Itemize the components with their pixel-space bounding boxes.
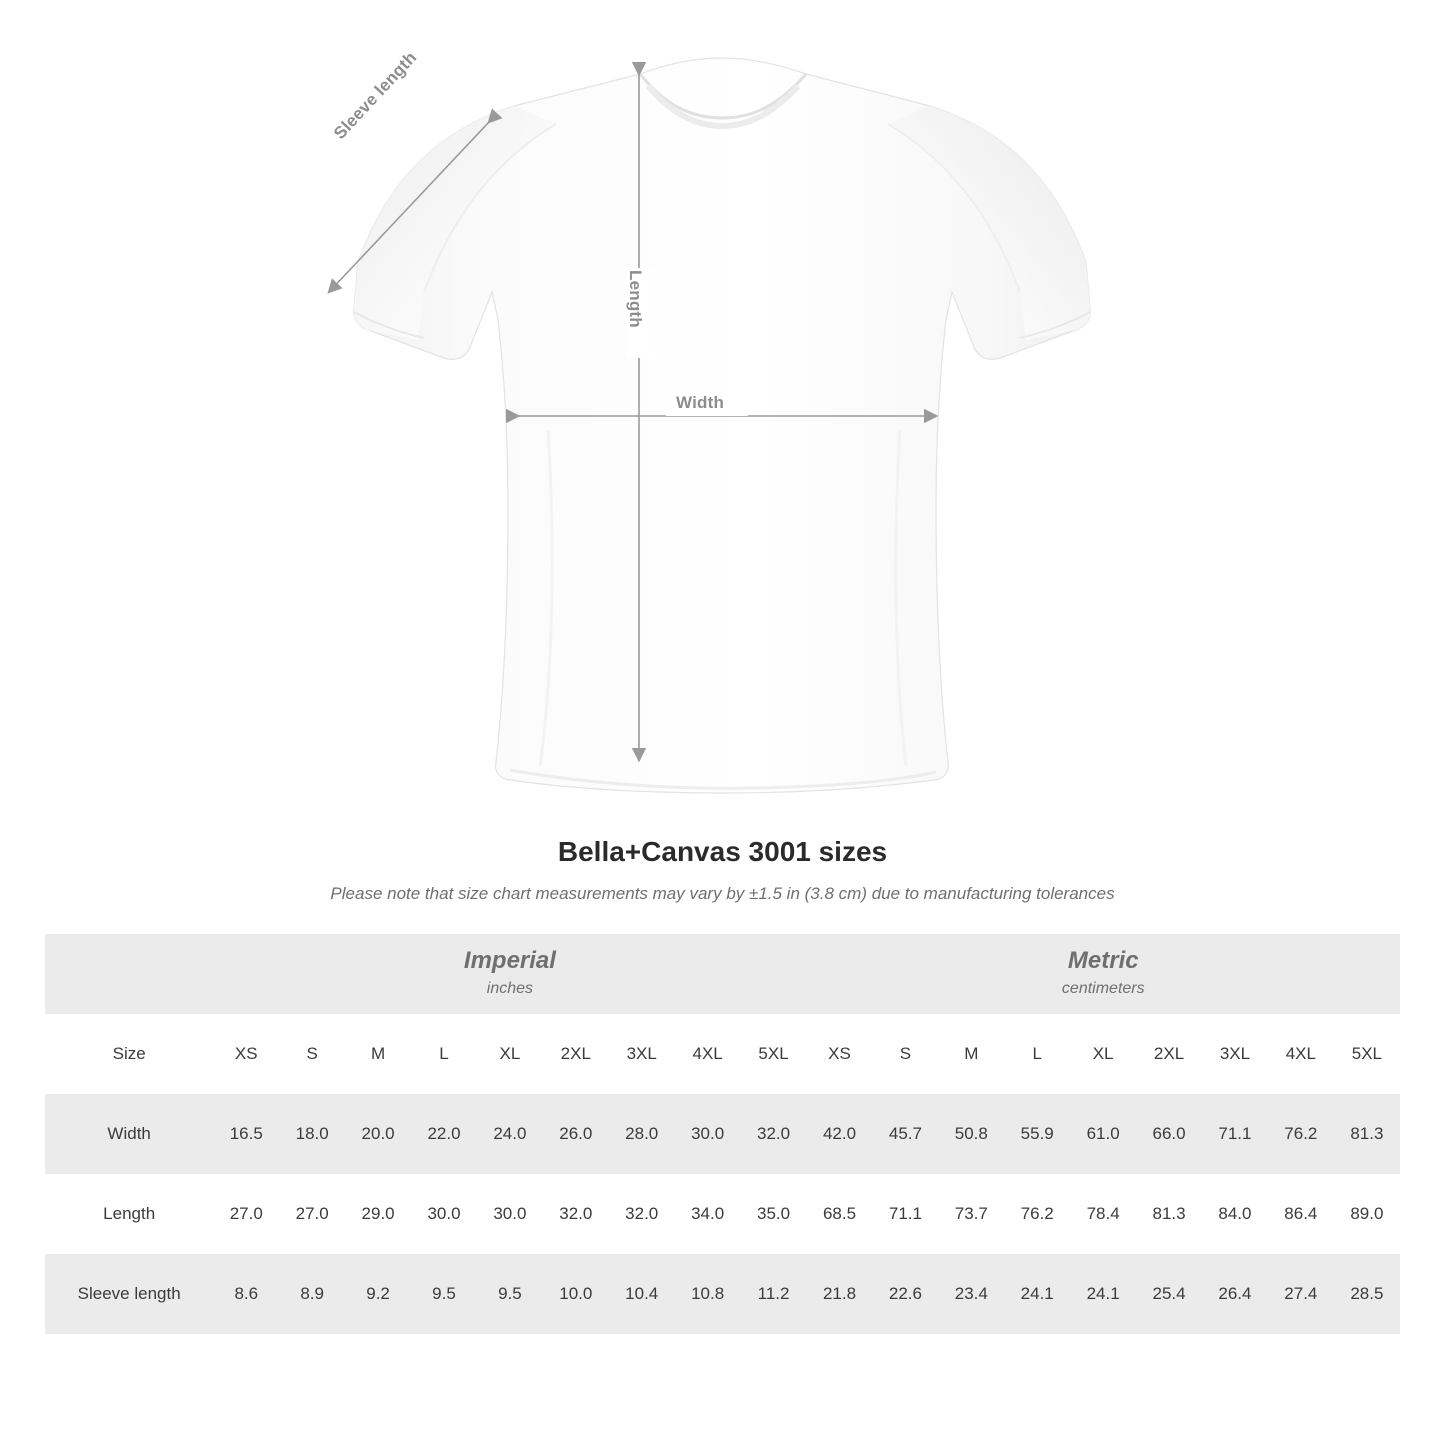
row-label-width: Width [45, 1094, 213, 1174]
cell: 32.0 [543, 1174, 609, 1254]
cell: 27.0 [213, 1174, 279, 1254]
cell: 16.5 [213, 1094, 279, 1174]
col-header-met-3xl: 3XL [1202, 1014, 1268, 1094]
cell: 24.1 [1070, 1254, 1136, 1334]
width-label: Width [676, 393, 725, 412]
cell: 32.0 [609, 1174, 675, 1254]
cell: 89.0 [1334, 1174, 1400, 1254]
row-label-sleeve-length: Sleeve length [45, 1254, 213, 1334]
unit-group-imperial-sub: inches [486, 980, 534, 998]
unit-group-metric [807, 934, 1400, 1014]
cell: 78.4 [1070, 1174, 1136, 1254]
col-header-imp-2xl: 2XL [543, 1014, 609, 1094]
cell: 68.5 [807, 1174, 873, 1254]
cell: 55.9 [1004, 1094, 1070, 1174]
col-header-imp-xl: XL [477, 1014, 543, 1094]
cell: 42.0 [807, 1094, 873, 1174]
table-header-row [45, 1014, 1400, 1094]
cell: 9.5 [477, 1254, 543, 1334]
cell: 26.0 [543, 1094, 609, 1174]
header-size: Size [45, 1014, 213, 1094]
cell: 50.8 [938, 1094, 1004, 1174]
col-header-met-5xl: 5XL [1334, 1014, 1400, 1094]
col-header-met-xs: XS [807, 1014, 873, 1094]
cell: 30.0 [477, 1174, 543, 1254]
unit-group-metric-name: Metric [1067, 947, 1139, 975]
col-header-met-l: L [1004, 1014, 1070, 1094]
col-header-imp-3xl: 3XL [609, 1014, 675, 1094]
col-header-met-s: S [872, 1014, 938, 1094]
cell: 61.0 [1070, 1094, 1136, 1174]
cell: 34.0 [675, 1174, 741, 1254]
col-header-met-4xl: 4XL [1268, 1014, 1334, 1094]
cell: 28.0 [609, 1094, 675, 1174]
col-header-met-m: M [938, 1014, 1004, 1094]
col-header-met-xl: XL [1070, 1014, 1136, 1094]
cell: 84.0 [1202, 1174, 1268, 1254]
cell: 28.5 [1334, 1254, 1400, 1334]
unit-group-metric-sub: centimeters [1061, 980, 1145, 998]
cell: 86.4 [1268, 1174, 1334, 1254]
col-header-met-2xl: 2XL [1136, 1014, 1202, 1094]
tolerance-note: Please note that size chart measurements may vary by ±1.5 in (3.8 cm) due to manufacturing tolerances [330, 884, 1115, 903]
table-row [45, 1174, 1400, 1254]
cell: 30.0 [675, 1094, 741, 1174]
cell: 10.8 [675, 1254, 741, 1334]
table-row [45, 1094, 1400, 1174]
size-table-wrapper [45, 934, 1400, 1334]
unit-group-spacer [45, 934, 213, 1014]
cell: 25.4 [1136, 1254, 1202, 1334]
cell: 23.4 [938, 1254, 1004, 1334]
cell: 81.3 [1136, 1174, 1202, 1254]
cell: 24.0 [477, 1094, 543, 1174]
col-header-imp-xs: XS [213, 1014, 279, 1094]
cell: 45.7 [872, 1094, 938, 1174]
cell: 26.4 [1202, 1254, 1268, 1334]
unit-group-imperial-name: Imperial [463, 947, 556, 975]
cell: 8.9 [279, 1254, 345, 1334]
cell: 29.0 [345, 1174, 411, 1254]
size-table [45, 934, 1400, 1334]
cell: 30.0 [411, 1174, 477, 1254]
col-header-imp-l: L [411, 1014, 477, 1094]
cell: 11.2 [741, 1254, 807, 1334]
cell: 66.0 [1136, 1094, 1202, 1174]
cell: 9.5 [411, 1254, 477, 1334]
col-header-imp-5xl: 5XL [741, 1014, 807, 1094]
table-row [45, 1254, 1400, 1334]
cell: 73.7 [938, 1174, 1004, 1254]
unit-group-imperial [213, 934, 806, 1014]
cell: 10.0 [543, 1254, 609, 1334]
length-label: Length [626, 270, 645, 328]
cell: 76.2 [1004, 1174, 1070, 1254]
cell: 18.0 [279, 1094, 345, 1174]
col-header-imp-s: S [279, 1014, 345, 1094]
cell: 20.0 [345, 1094, 411, 1174]
unit-group-row [45, 934, 1400, 1014]
cell: 35.0 [741, 1174, 807, 1254]
cell: 22.0 [411, 1094, 477, 1174]
cell: 24.1 [1004, 1254, 1070, 1334]
cell: 21.8 [807, 1254, 873, 1334]
sleeve-length-label: Sleeve length [330, 47, 421, 143]
row-label-length: Length [45, 1174, 213, 1254]
cell: 9.2 [345, 1254, 411, 1334]
cell: 81.3 [1334, 1094, 1400, 1174]
cell: 22.6 [872, 1254, 938, 1334]
cell: 27.4 [1268, 1254, 1334, 1334]
col-header-imp-4xl: 4XL [675, 1014, 741, 1094]
col-header-imp-m: M [345, 1014, 411, 1094]
cell: 8.6 [213, 1254, 279, 1334]
cell: 76.2 [1268, 1094, 1334, 1174]
page-title: Bella+Canvas 3001 sizes [557, 836, 888, 867]
cell: 71.1 [872, 1174, 938, 1254]
cell: 27.0 [279, 1174, 345, 1254]
cell: 71.1 [1202, 1094, 1268, 1174]
cell: 10.4 [609, 1254, 675, 1334]
cell: 32.0 [741, 1094, 807, 1174]
